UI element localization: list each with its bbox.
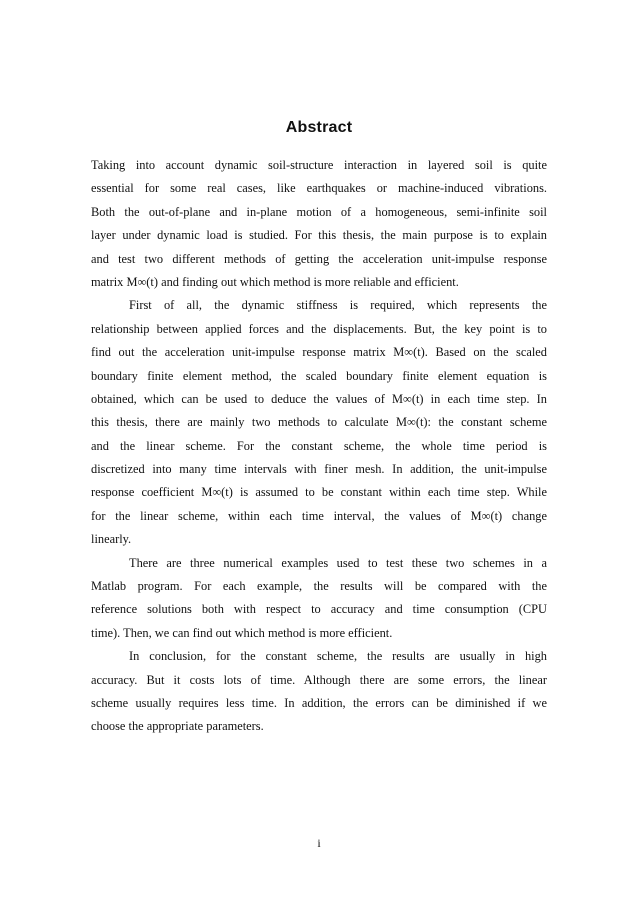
text-line: linearly. (91, 532, 132, 547)
text-line: response coefficient M∞(t) is assumed to be constant within each time step. While (91, 485, 547, 500)
text-line: Taking into account dynamic soil-structure interaction in layered soil is quite (91, 158, 547, 172)
text-line: relationship between applied forces and the displacements. But, the key point is to (91, 321, 547, 336)
text-line: time). Then, we can find out which method is more efficient. (91, 625, 393, 640)
text-line: find out the acceleration unit-impulse response matrix M∞(t). Based on the scaled (91, 345, 547, 360)
text-line: reference solutions both with respect to accuracy and time consumption (CPU (91, 602, 547, 617)
text-line: essential for some real cases, like earthquakes or machine-induced vibrations. (91, 181, 547, 196)
abstract-body (91, 154, 547, 739)
text-line: There are three numerical examples used to test these two schemes in a (129, 555, 547, 570)
text-line: discretized into many time intervals with finer mesh. In addition, the unit-impulse (91, 462, 547, 477)
text-line: layer under dynamic load is studied. For this thesis, the main purpose is to explain (91, 228, 547, 243)
text-line: boundary finite element method, the scaled boundary finite element equation is (91, 368, 547, 383)
text-line: for the linear scheme, within each time interval, the values of M∞(t) change (91, 508, 547, 523)
text-line: and the linear scheme. For the constant scheme, the whole time period is (91, 438, 547, 453)
text-line: Both the out-of-plane and in-plane motion of a homogeneous, semi-infinite soil (91, 204, 547, 219)
text-line: In conclusion, for the constant scheme, the results are usually in high (129, 649, 547, 664)
text-line: and test two different methods of getting the acceleration unit-impulse response (91, 251, 547, 266)
page-title: Abstract (285, 119, 353, 136)
text-line: obtained, which can be used to deduce the values of M∞(t) in each time step. In (91, 391, 547, 406)
text-line: accuracy. But it costs lots of time. Although there are some errors, the linear (91, 672, 547, 687)
text-line: scheme usually requires less time. In addition, the errors can be diminished if we (91, 695, 547, 710)
page-number: i (317, 836, 321, 850)
text-line: Matlab program. For each example, the results will be compared with the (91, 579, 547, 594)
text-line: matrix M∞(t) and finding out which method is more reliable and efficient. (91, 274, 459, 289)
text-line: choose the appropriate parameters. (91, 719, 264, 734)
text-line: this thesis, there are mainly two methods to calculate M∞(t): the constant scheme (91, 415, 547, 430)
text-line: First of all, the dynamic stiffness is required, which represents the (129, 298, 547, 313)
